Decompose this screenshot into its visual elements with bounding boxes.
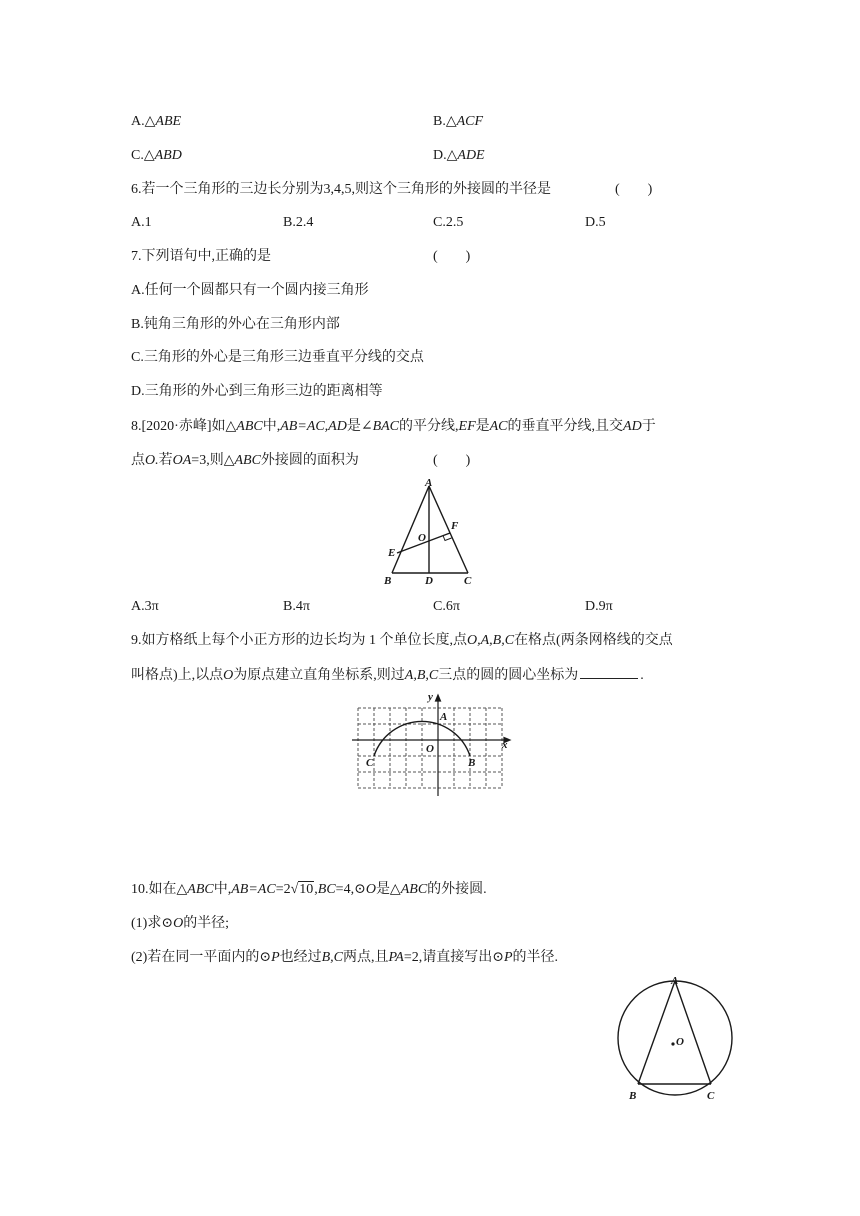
q8-triangle-figure xyxy=(380,476,480,588)
q10-side-ab xyxy=(638,981,675,1084)
q10-circumcircle xyxy=(618,981,732,1095)
q5-option-c: C.△ABD xyxy=(131,148,182,163)
q10-circle-figure xyxy=(610,975,740,1107)
q8-label-d: D xyxy=(425,575,433,587)
q8-right-angle-mark xyxy=(443,536,452,541)
q7-option-a: A.任何一个圆都只有一个圆内接三角形 xyxy=(131,283,369,298)
q8-label-b: B xyxy=(384,575,392,587)
q8-label-c: C xyxy=(464,575,472,587)
q9-label-y: y xyxy=(428,692,433,703)
q8-option-a: A.3π xyxy=(131,599,159,614)
q8-label-a: A xyxy=(425,477,433,489)
q9-label-a: A xyxy=(440,711,448,723)
q8-option-c: C.6π xyxy=(433,599,460,614)
q9-stem-line1: 9.如方格纸上每个小正方形的边长均为 1 个单位长度,点O,A,B,C在格点(两条网格线的交点 xyxy=(131,633,673,648)
q9-label-o: O xyxy=(426,743,434,755)
q6-option-d: D.5 xyxy=(585,215,606,230)
q6-answer-paren: ( ) xyxy=(615,182,653,197)
q6-option-b: B.2.4 xyxy=(283,215,314,230)
q8-side-ac xyxy=(429,486,468,573)
q10-label-o: O xyxy=(676,1036,684,1048)
q8-label-o: O xyxy=(418,532,426,544)
q10-label-a: A xyxy=(671,975,679,987)
q7-option-d: D.三角形的外心到三角形三边的距离相等 xyxy=(131,384,383,399)
q5-option-d: D.△ADE xyxy=(433,148,485,163)
q10-subquestion-2: (2)若在同一平面内的⊙P也经过B,C两点,且PA=2,请直接写出⊙P的半径. xyxy=(131,950,559,965)
q7-option-b: B.钝角三角形的外心在三角形内部 xyxy=(131,317,340,332)
q5-option-b: B.△ACF xyxy=(433,114,484,129)
q9-label-x: x xyxy=(502,739,508,751)
q9-y-arrow xyxy=(436,695,441,701)
q10-stem: 10.如在△ABC中,AB=AC=2√10,BC=4,⊙O是△ABC的外接圆. xyxy=(131,882,487,897)
q8-side-ab xyxy=(392,486,429,573)
q9-answer-blank[interactable] xyxy=(580,666,638,679)
q9-grid-figure xyxy=(348,692,516,796)
q9-stem-line2: 叫格点)上,以点O为原点建立直角坐标系,则过A,B,C三点的圆的圆心坐标为 . xyxy=(131,668,644,683)
q6-stem: 6.若一个三角形的三边长分别为3,4,5,则这个三角形的外接圆的半径是 xyxy=(131,182,551,197)
q8-stem-line1: 8.[2020·赤峰]如△ABC中,AB=AC,AD是∠BAC的平分线,EF是AC的垂直平分线,且交AD于 xyxy=(131,419,656,434)
q8-label-f: F xyxy=(451,520,459,532)
q8-label-e: E xyxy=(388,547,396,559)
q10-center-dot xyxy=(671,1042,674,1045)
q10-label-b: B xyxy=(629,1090,637,1102)
q8-stem-line2: 点O.若OA=3,则△ABC外接圆的面积为 xyxy=(131,453,359,468)
q6-option-a: A.1 xyxy=(131,215,152,230)
q7-answer-paren: ( ) xyxy=(433,249,471,264)
q7-option-c: C.三角形的外心是三角形三边垂直平分线的交点 xyxy=(131,350,424,365)
q8-answer-paren: ( ) xyxy=(433,453,471,468)
q10-sqrt: √10 xyxy=(290,882,314,897)
q10-side-ac xyxy=(675,981,711,1084)
q10-label-c: C xyxy=(707,1090,715,1102)
q9-label-b: B xyxy=(468,757,476,769)
q8-option-b: B.4π xyxy=(283,599,310,614)
q7-stem: 7.下列语句中,正确的是 xyxy=(131,249,271,264)
q5-option-a: A.△ABE xyxy=(131,114,182,129)
q8-option-d: D.9π xyxy=(585,599,613,614)
q9-label-c: C xyxy=(366,757,374,769)
q10-subquestion-1: (1)求⊙O的半径; xyxy=(131,916,230,931)
q6-option-c: C.2.5 xyxy=(433,215,464,230)
